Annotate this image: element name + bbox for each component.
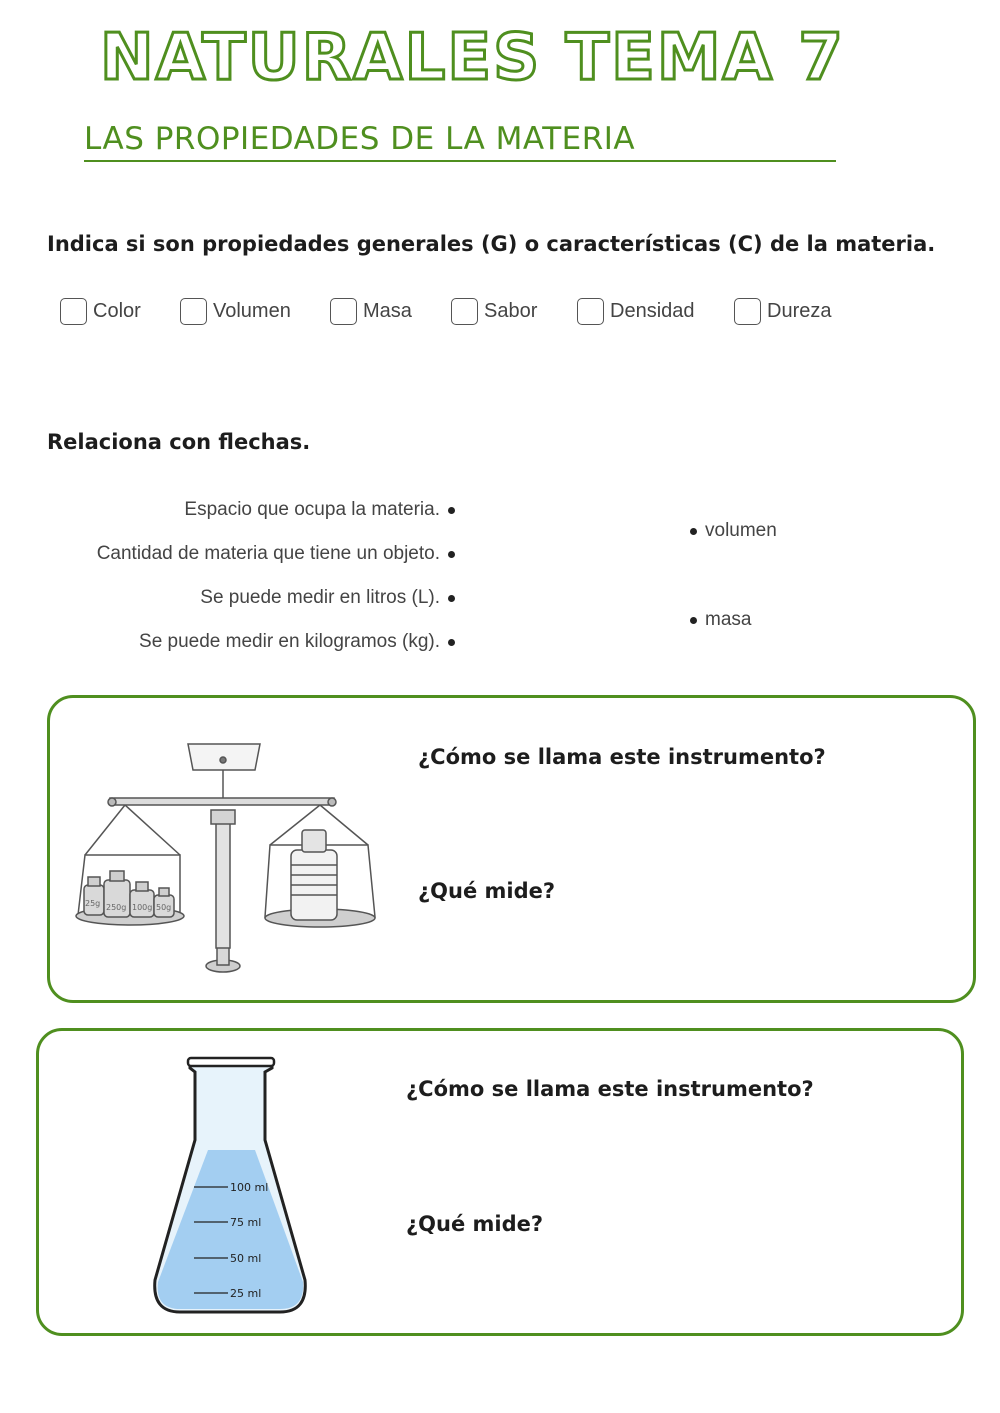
balance-scale-illustration [70,730,390,980]
flask-question-name: ¿Cómo se llama este instrumento? [406,1077,814,1101]
exercise1-instruction: Indica si son propiedades generales (G) o características (C) de la materia. [47,232,936,256]
match-left-item[interactable] [200,587,455,609]
page-subtitle: LAS PROPIEDADES DE LA MATERIA [84,118,836,162]
weight-label: 250g [106,903,127,912]
checkbox[interactable] [451,298,478,325]
match-left-label: Se puede medir en litros (L). [200,587,440,608]
match-right-label: volumen [705,520,777,541]
flask-mark-label: 25 ml [230,1287,262,1300]
option-label: Masa [363,299,412,322]
page-title: NATURALES TEMA 7 [100,21,845,95]
match-dot[interactable] [448,595,455,602]
match-left-item[interactable] [139,631,455,653]
weight-label: 25g [85,899,101,908]
match-left-label: Se puede medir en kilogramos (kg). [139,631,440,652]
checkbox[interactable] [734,298,761,325]
match-left-item[interactable] [97,543,455,565]
match-left-item[interactable] [184,499,455,521]
option-densidad[interactable] [577,296,695,326]
option-label: Dureza [767,299,832,322]
checkbox[interactable] [180,298,207,325]
match-dot[interactable] [690,617,697,624]
match-left-label: Cantidad de materia que tiene un objeto. [96,543,440,564]
flask-question-measure: ¿Qué mide? [406,1212,544,1236]
option-dureza[interactable] [734,296,831,326]
scale-question-measure: ¿Qué mide? [418,879,556,903]
option-masa[interactable] [330,296,412,326]
match-right-item[interactable] [690,609,751,631]
match-dot[interactable] [448,639,455,646]
option-label: Sabor [484,299,538,322]
option-color[interactable] [60,296,141,326]
weight-label: 50g [156,903,172,912]
checkbox[interactable] [577,298,604,325]
flask-mark-label: 100 ml [230,1181,269,1194]
match-dot[interactable] [448,551,455,558]
option-volumen[interactable] [180,296,291,326]
flask-mark-label: 50 ml [230,1252,262,1265]
match-dot[interactable] [448,507,455,514]
match-right-item[interactable] [690,520,777,542]
checkbox[interactable] [330,298,357,325]
option-label: Densidad [610,299,695,322]
option-label: Volumen [213,299,291,322]
weight-label: 100g [132,903,153,912]
erlenmeyer-flask-illustration [130,1050,330,1320]
match-dot[interactable] [690,528,697,535]
scale-question-name: ¿Cómo se llama este instrumento? [418,745,826,769]
exercise2-instruction: Relaciona con flechas. [47,430,311,454]
match-right-label: masa [705,609,752,630]
option-sabor[interactable] [451,296,537,326]
match-left-label: Espacio que ocupa la materia. [184,499,440,520]
checkbox[interactable] [60,298,87,325]
option-label: Color [93,299,141,322]
flask-mark-label: 75 ml [230,1216,262,1229]
